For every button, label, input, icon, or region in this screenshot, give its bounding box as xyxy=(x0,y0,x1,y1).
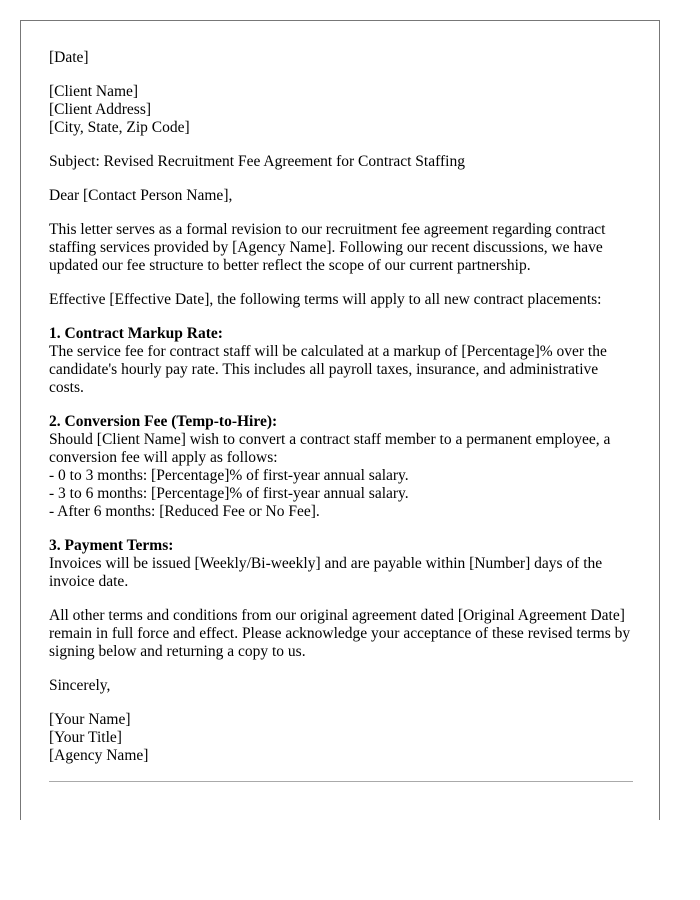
recipient-name: [Client Name] xyxy=(49,83,139,100)
letter-page xyxy=(20,20,660,820)
signature-title: [Your Title] xyxy=(49,729,122,746)
intro-paragraph: This letter serves as a formal revision to our recruitment fee agreement regarding contract staffing services provided by [Agency Name]. Following our recent discussions, we have updated our fee structure to better reflect the scope of our current partnership. xyxy=(49,221,606,274)
section-body: Should [Client Name] wish to convert a contract staff member to a permanent employee, a conversion fee will apply as follows: xyxy=(49,431,611,466)
list-item: - After 6 months: [Reduced Fee or No Fee]. xyxy=(49,503,320,520)
section-body: Invoices will be issued [Weekly/Bi-weekly] and are payable within [Number] days of the invoice date. xyxy=(49,555,603,590)
signature-agency: [Agency Name] xyxy=(49,747,149,764)
section-title: 2. Conversion Fee (Temp-to-Hire): xyxy=(49,413,278,430)
section-payment-terms xyxy=(49,537,634,591)
letter-signoff: Sincerely, xyxy=(49,677,111,694)
recipient-block xyxy=(49,83,634,137)
signature-block xyxy=(49,711,634,765)
letter-date: [Date] xyxy=(49,49,89,66)
letter-subject: Subject: Revised Recruitment Fee Agreement for Contract Staffing xyxy=(49,153,465,170)
footer-divider xyxy=(49,781,633,782)
list-item: - 0 to 3 months: [Percentage]% of first-year annual salary. xyxy=(49,467,409,484)
recipient-address: [Client Address] xyxy=(49,101,152,118)
list-item: - 3 to 6 months: [Percentage]% of first-year annual salary. xyxy=(49,485,409,502)
section-conversion-fee xyxy=(49,413,634,521)
section-markup-rate xyxy=(49,325,634,397)
section-title: 1. Contract Markup Rate: xyxy=(49,325,223,342)
signature-name: [Your Name] xyxy=(49,711,131,728)
section-body: The service fee for contract staff will be calculated at a markup of [Percentage]% over the candidate's hourly pay rate. This includes all payroll taxes, insurance, and administrative costs. xyxy=(49,343,607,396)
effective-paragraph: Effective [Effective Date], the following terms will apply to all new contract placements: xyxy=(49,291,602,308)
section-title: 3. Payment Terms: xyxy=(49,537,174,554)
letter-body xyxy=(49,49,634,781)
letter-salutation: Dear [Contact Person Name], xyxy=(49,187,233,204)
recipient-city-state-zip: [City, State, Zip Code] xyxy=(49,119,190,136)
closing-paragraph: All other terms and conditions from our original agreement dated [Original Agreement Date] remain in full force and effect. Please acknowledge your acceptance of these revised terms by signing below and returning a copy to us. xyxy=(49,607,631,660)
